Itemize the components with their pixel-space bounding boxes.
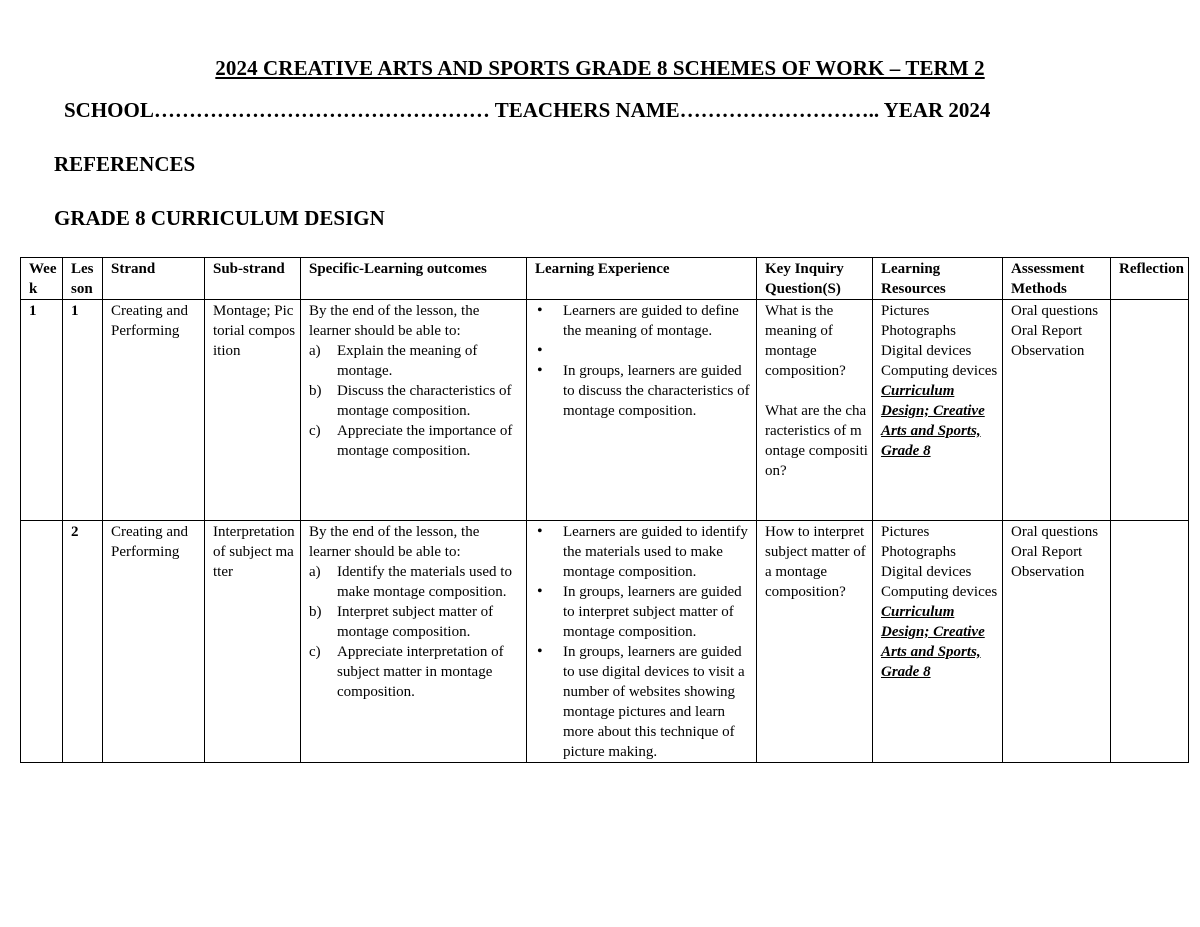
cell-experience (527, 300, 757, 521)
header-substrand: Sub-strand (205, 258, 301, 300)
cell-resources (873, 521, 1003, 763)
resource-item: Pictures (881, 303, 930, 319)
outcomes-intro: By the end of the lesson, the learner should be able to: (309, 303, 480, 339)
assessment-item: Oral Report (1011, 544, 1083, 560)
resource-item: Photographs (881, 544, 956, 560)
list-item: Identify the materials used to make montage composition. (337, 564, 512, 600)
list-item: Appreciate interpretation of subject matter in montage composition. (337, 644, 504, 700)
resource-item: Photographs (881, 323, 956, 339)
cell-substrand: Montage; Pictorial composition (205, 300, 301, 521)
assessment-item: Oral questions (1011, 303, 1099, 319)
cell-strand: Creating and Performing (103, 521, 205, 763)
inquiry-question: What is the meaning of montage composition? (765, 303, 846, 379)
header-experience: Learning Experience (527, 258, 757, 300)
header-reflection: Reflection (1111, 258, 1189, 300)
cell-strand: Creating and Performing (103, 300, 205, 521)
cell-outcomes (301, 300, 527, 521)
header-lesson: Lesson (63, 258, 103, 300)
table-header-row (21, 258, 1189, 300)
cell-outcomes (301, 521, 527, 763)
inquiry-spacer (765, 381, 868, 401)
inquiry-question: How to interpret subject matter of a montage composition? (765, 524, 866, 600)
header-inquiry: Key Inquiry Question(S) (757, 258, 873, 300)
header-strand: Strand (103, 258, 205, 300)
cell-experience (527, 521, 757, 763)
assessment-item: Oral questions (1011, 524, 1099, 540)
cell-substrand: Interpretation of subject matter (205, 521, 301, 763)
header-assessment: Assessment Methods (1003, 258, 1111, 300)
header-week: Week (21, 258, 63, 300)
experience-list (535, 301, 752, 421)
cell-inquiry (757, 521, 873, 763)
cell-resources (873, 300, 1003, 521)
list-item: Explain the meaning of montage. (337, 343, 478, 379)
experience-list (535, 522, 752, 762)
resource-item: Computing devices (881, 363, 998, 379)
cell-assessment (1003, 300, 1111, 521)
resource-item: Digital devices (881, 343, 972, 359)
list-item: Discuss the characteristics of montage composition. (337, 383, 512, 419)
cell-reflection (1111, 300, 1189, 521)
table-row (21, 521, 1189, 763)
cell-lesson: 2 (63, 521, 103, 763)
curriculum-reference: Curriculum Design; Creative Arts and Sports, Grade 8 (881, 604, 985, 680)
list-item: • In groups, learners are guided to discuss the characteristics of montage composition. (563, 361, 752, 421)
assessment-item: Observation (1011, 343, 1085, 359)
outcomes-list (309, 341, 522, 461)
header-outcomes: Specific-Learning outcomes (301, 258, 527, 300)
cell-week (21, 521, 63, 763)
outcomes-list (309, 562, 522, 702)
resource-item: Digital devices (881, 564, 972, 580)
document-title: 2024 CREATIVE ARTS AND SPORTS GRADE 8 SCHEMES OF WORK – TERM 2 (215, 56, 985, 80)
cell-week: 1 (21, 300, 63, 521)
inquiry-question: What are the characteristics of montage composition? (765, 403, 868, 479)
curriculum-reference: Curriculum Design; Creative Arts and Sports, Grade 8 (881, 383, 985, 459)
resource-item: Computing devices (881, 584, 998, 600)
schemes-of-work-table (20, 257, 1189, 763)
cell-inquiry (757, 300, 873, 521)
header-resources: Learning Resources (873, 258, 1003, 300)
resource-item: Pictures (881, 524, 930, 540)
school-teacher-year-line: SCHOOL………………………………………… TEACHERS NAME……………………….. YEAR 2024 (64, 98, 991, 122)
list-item: • Learners are guided to identify the materials used to make montage composition. (563, 522, 752, 582)
list-spacer (563, 341, 752, 361)
cell-reflection (1111, 521, 1189, 763)
list-item: Interpret subject matter of montage composition. (337, 604, 494, 640)
assessment-item: Oral Report (1011, 323, 1083, 339)
list-item: • Learners are guided to define the meaning of montage. (563, 301, 752, 341)
list-item: • In groups, learners are guided to use digital devices to visit a number of websites showing montage pictures and learn more about this technique of picture making. (563, 642, 752, 762)
list-item: • In groups, learners are guided to interpret subject matter of montage composition. (563, 582, 752, 642)
cell-assessment (1003, 521, 1111, 763)
list-item: Appreciate the importance of montage composition. (337, 423, 513, 459)
cell-lesson: 1 (63, 300, 103, 521)
curriculum-design-heading: GRADE 8 CURRICULUM DESIGN (54, 206, 385, 230)
outcomes-intro: By the end of the lesson, the learner should be able to: (309, 524, 480, 560)
table-row (21, 300, 1189, 521)
assessment-item: Observation (1011, 564, 1085, 580)
references-heading: REFERENCES (54, 152, 196, 176)
